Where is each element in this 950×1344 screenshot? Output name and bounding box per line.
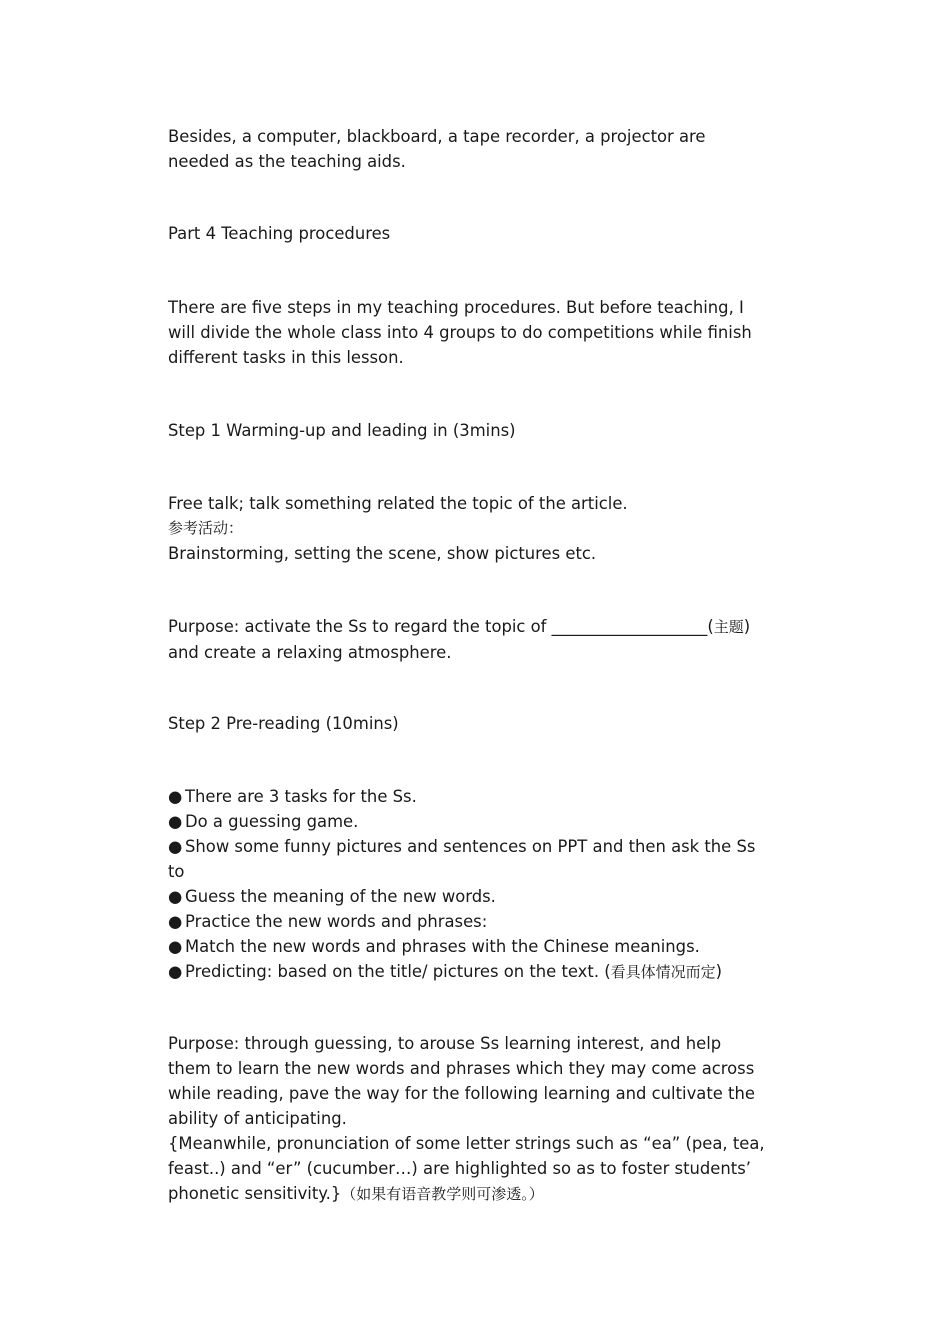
step2-purpose [168, 1031, 788, 1207]
step2-heading: Step 2 Pre-reading (10mins) [168, 714, 399, 733]
text-line: Besides, a computer, blackboard, a tape recorder, a projector are [168, 127, 706, 146]
topic-cjk: 主题 [713, 618, 744, 636]
text-line: different tasks in this lesson. [168, 348, 404, 367]
step1-purpose [168, 614, 788, 665]
text-line: will divide the whole class into 4 groups to do competitions while finish [168, 323, 752, 342]
teaching-aids-paragraph [168, 124, 788, 174]
bullet-icon: ● [168, 937, 183, 956]
list-item: ● Do a guessing game. [168, 809, 788, 834]
bullet-icon: ● [168, 887, 183, 906]
bullet-icon: ● [168, 962, 183, 981]
text-line: ability of anticipating. [168, 1109, 347, 1128]
step2-task-list [168, 784, 788, 985]
bullet-icon: ● [168, 812, 183, 831]
purpose-line: and create a relaxing atmosphere. [168, 643, 452, 662]
phonetics-note-cjk: （如果有语音教学则可渗透。） [341, 1185, 544, 1203]
reference-activities-label: 参考活动： [168, 519, 244, 537]
bullet-icon: ● [168, 787, 183, 806]
text-line: while reading, pave the way for the following learning and cultivate the [168, 1084, 755, 1103]
part4-heading: Part 4 Teaching procedures [168, 224, 391, 243]
list-item: ● Show some funny pictures and sentences on PPT and then ask the Ss [168, 834, 788, 859]
text-line: them to learn the new words and phrases which they may come across [168, 1059, 755, 1078]
text-line: phonetic sensitivity.}（如果有语音教学则可渗透。） [168, 1184, 544, 1203]
list-item: ● Guess the meaning of the new words. [168, 884, 788, 909]
predicting-note-cjk: 看具体情况而定 [610, 963, 716, 981]
purpose-line: Purpose: activate the Ss to regard the topic of ___________________(主题) [168, 617, 751, 636]
text-line: feast..) and “er” (cucumber…) are highlighted so as to foster students’ [168, 1159, 751, 1178]
activities-line: Brainstorming, setting the scene, show pictures etc. [168, 544, 597, 563]
text-line: There are five steps in my teaching procedures. But before teaching, I [168, 298, 744, 317]
list-item: ● Practice the new words and phrases: [168, 909, 788, 934]
text-line: {Meanwhile, pronunciation of some letter strings such as “ea” (pea, tea, [168, 1134, 765, 1153]
text-line: Purpose: through guessing, to arouse Ss learning interest, and help [168, 1034, 722, 1053]
list-item: ● Predicting: based on the title/ pictures on the text. (看具体情况而定) [168, 959, 788, 985]
step1-activities [168, 491, 788, 566]
list-item: ● Match the new words and phrases with the Chinese meanings. [168, 934, 788, 959]
free-talk-line: Free talk; talk something related the topic of the article. [168, 494, 628, 513]
list-item-wrap: to [168, 862, 185, 881]
text-line: needed as the teaching aids. [168, 152, 406, 171]
bullet-icon: ● [168, 837, 183, 856]
step1-heading: Step 1 Warming-up and leading in (3mins) [168, 421, 516, 440]
intro-paragraph [168, 295, 788, 370]
list-item: ● There are 3 tasks for the Ss. [168, 784, 788, 809]
bullet-icon: ● [168, 912, 183, 931]
